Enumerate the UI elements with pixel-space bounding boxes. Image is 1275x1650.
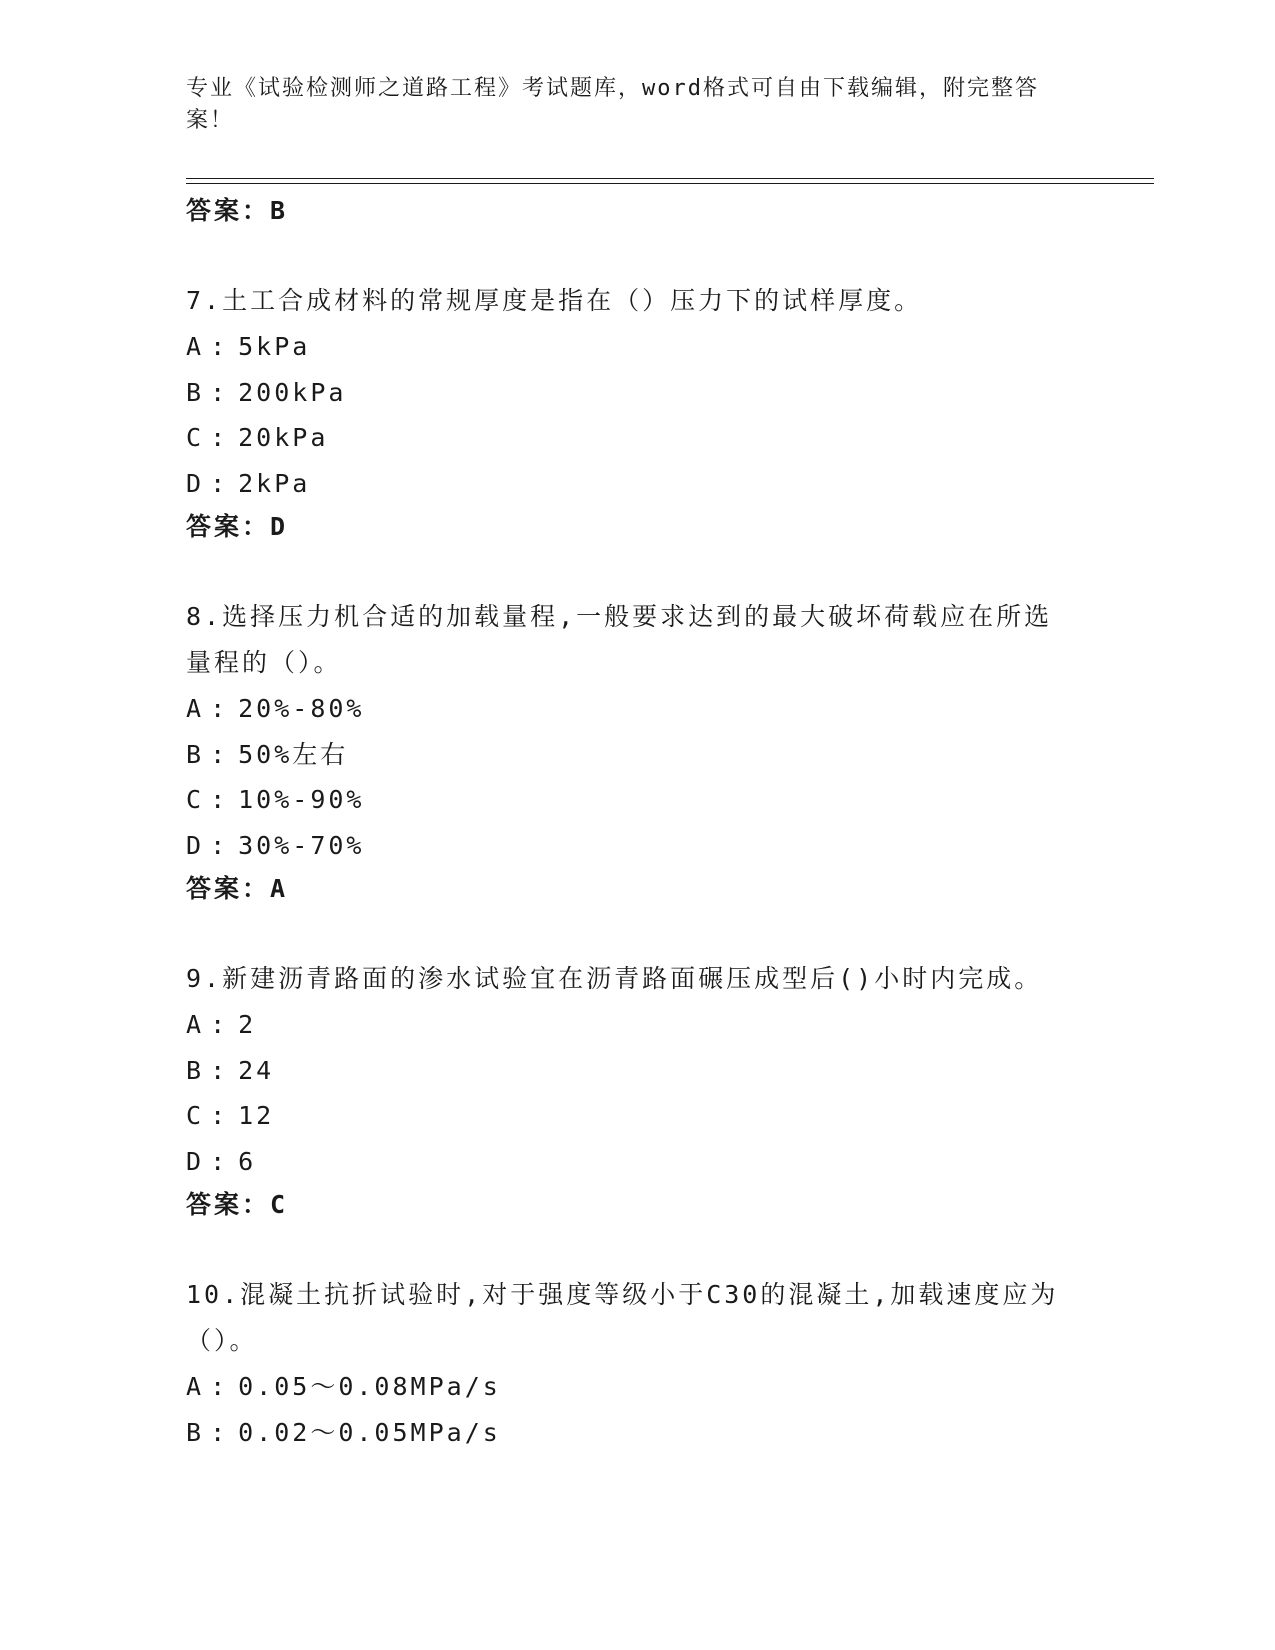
option-separator: : [210,830,229,860]
option-item [186,1002,1086,1048]
option-text: 6 [238,1146,257,1176]
option-text: 5kPa [238,332,311,361]
option-key: B [186,1417,205,1447]
option-separator: : [210,1372,229,1401]
option-text: 50%左右 [238,739,349,769]
answer-label: 答案： [186,512,271,541]
option-key: C [186,1101,205,1130]
option-item [186,1139,1086,1185]
question-spacer [186,548,1086,594]
option-text: 200kPa [238,377,347,407]
question-list [186,190,1086,1455]
option-text: 20%-80% [238,694,365,723]
option-item [186,1048,1086,1094]
option-separator: : [210,1055,229,1085]
option-separator: : [210,332,229,361]
header-rule-top [186,178,1154,179]
option-key: B [186,377,205,407]
answer-label: 答案： [186,196,271,225]
option-item [186,1410,1086,1456]
option-item [186,732,1086,778]
option-separator: : [210,694,229,723]
option-key: D [186,830,205,860]
option-key: C [186,423,205,452]
option-item [186,777,1086,823]
option-item [186,370,1086,416]
option-key: A [186,332,205,361]
option-text: 30%-70% [238,830,365,860]
option-item [186,324,1086,370]
option-key: A [186,694,205,723]
option-key: B [186,1055,205,1085]
answer-label: 答案： [186,874,271,903]
question-text: 8.选择压力机合适的加载量程,一般要求达到的最大破坏荷载应在所选 [186,602,1053,631]
answer-value: C [270,1190,289,1219]
option-key: A [186,1372,205,1401]
option-text: 0.05～0.08MPa/s [238,1372,501,1401]
option-separator: : [210,1101,229,1130]
option-item [186,1093,1086,1139]
question-spacer [186,232,1086,278]
option-separator: : [210,423,229,452]
option-item [186,461,1086,507]
option-item [186,686,1086,732]
option-text: 12 [238,1101,275,1130]
option-key: A [186,1010,205,1039]
option-key: B [186,739,205,769]
option-separator: : [210,377,229,407]
question-spacer [186,910,1086,956]
answer-value: B [270,196,289,225]
option-text: 2 [238,1010,257,1039]
question-text: 9.新建沥青路面的渗水试验宜在沥青路面碾压成型后()小时内完成。 [186,964,1043,993]
option-separator: : [210,1146,229,1176]
option-separator: : [210,468,229,498]
question-text: 10.混凝土抗折试验时,对于强度等级小于C30的混凝土,加载速度应为 [186,1280,1059,1309]
option-item [186,823,1086,869]
option-key: D [186,468,205,498]
option-text: 10%-90% [238,785,365,814]
answer-line [186,506,1086,548]
option-text: 0.02～0.05MPa/s [238,1417,501,1447]
option-separator: : [210,785,229,814]
question-block [186,278,1086,548]
question-spacer [186,1226,1086,1272]
option-item [186,415,1086,461]
page-header: 专业《试验检测师之道路工程》考试题库，word格式可自由下载编辑，附完整答案！ [186,76,1039,133]
option-separator: : [210,1417,229,1447]
answer-line [186,868,1086,910]
answer-label: 答案： [186,1190,271,1219]
question-text: 7.土工合成材料的常规厚度是指在（）压力下的试样厚度。 [186,286,923,315]
option-key: C [186,785,205,814]
option-text: 20kPa [238,423,329,452]
question-text: （）。 [186,1326,258,1355]
option-text: 2kPa [238,468,311,498]
option-item [186,1364,1086,1410]
question-block [186,594,1086,910]
answer-value: A [270,874,289,903]
option-key: D [186,1146,205,1176]
option-separator: : [210,1010,229,1039]
option-separator: : [210,739,229,769]
header-rule-bottom [186,183,1154,184]
question-block [186,1272,1086,1455]
question-text: 量程的（）。 [186,648,342,677]
option-text: 24 [238,1055,275,1085]
question-block [186,956,1086,1226]
answer-line [186,190,1086,232]
answer-value: D [270,512,289,541]
answer-line [186,1184,1086,1226]
